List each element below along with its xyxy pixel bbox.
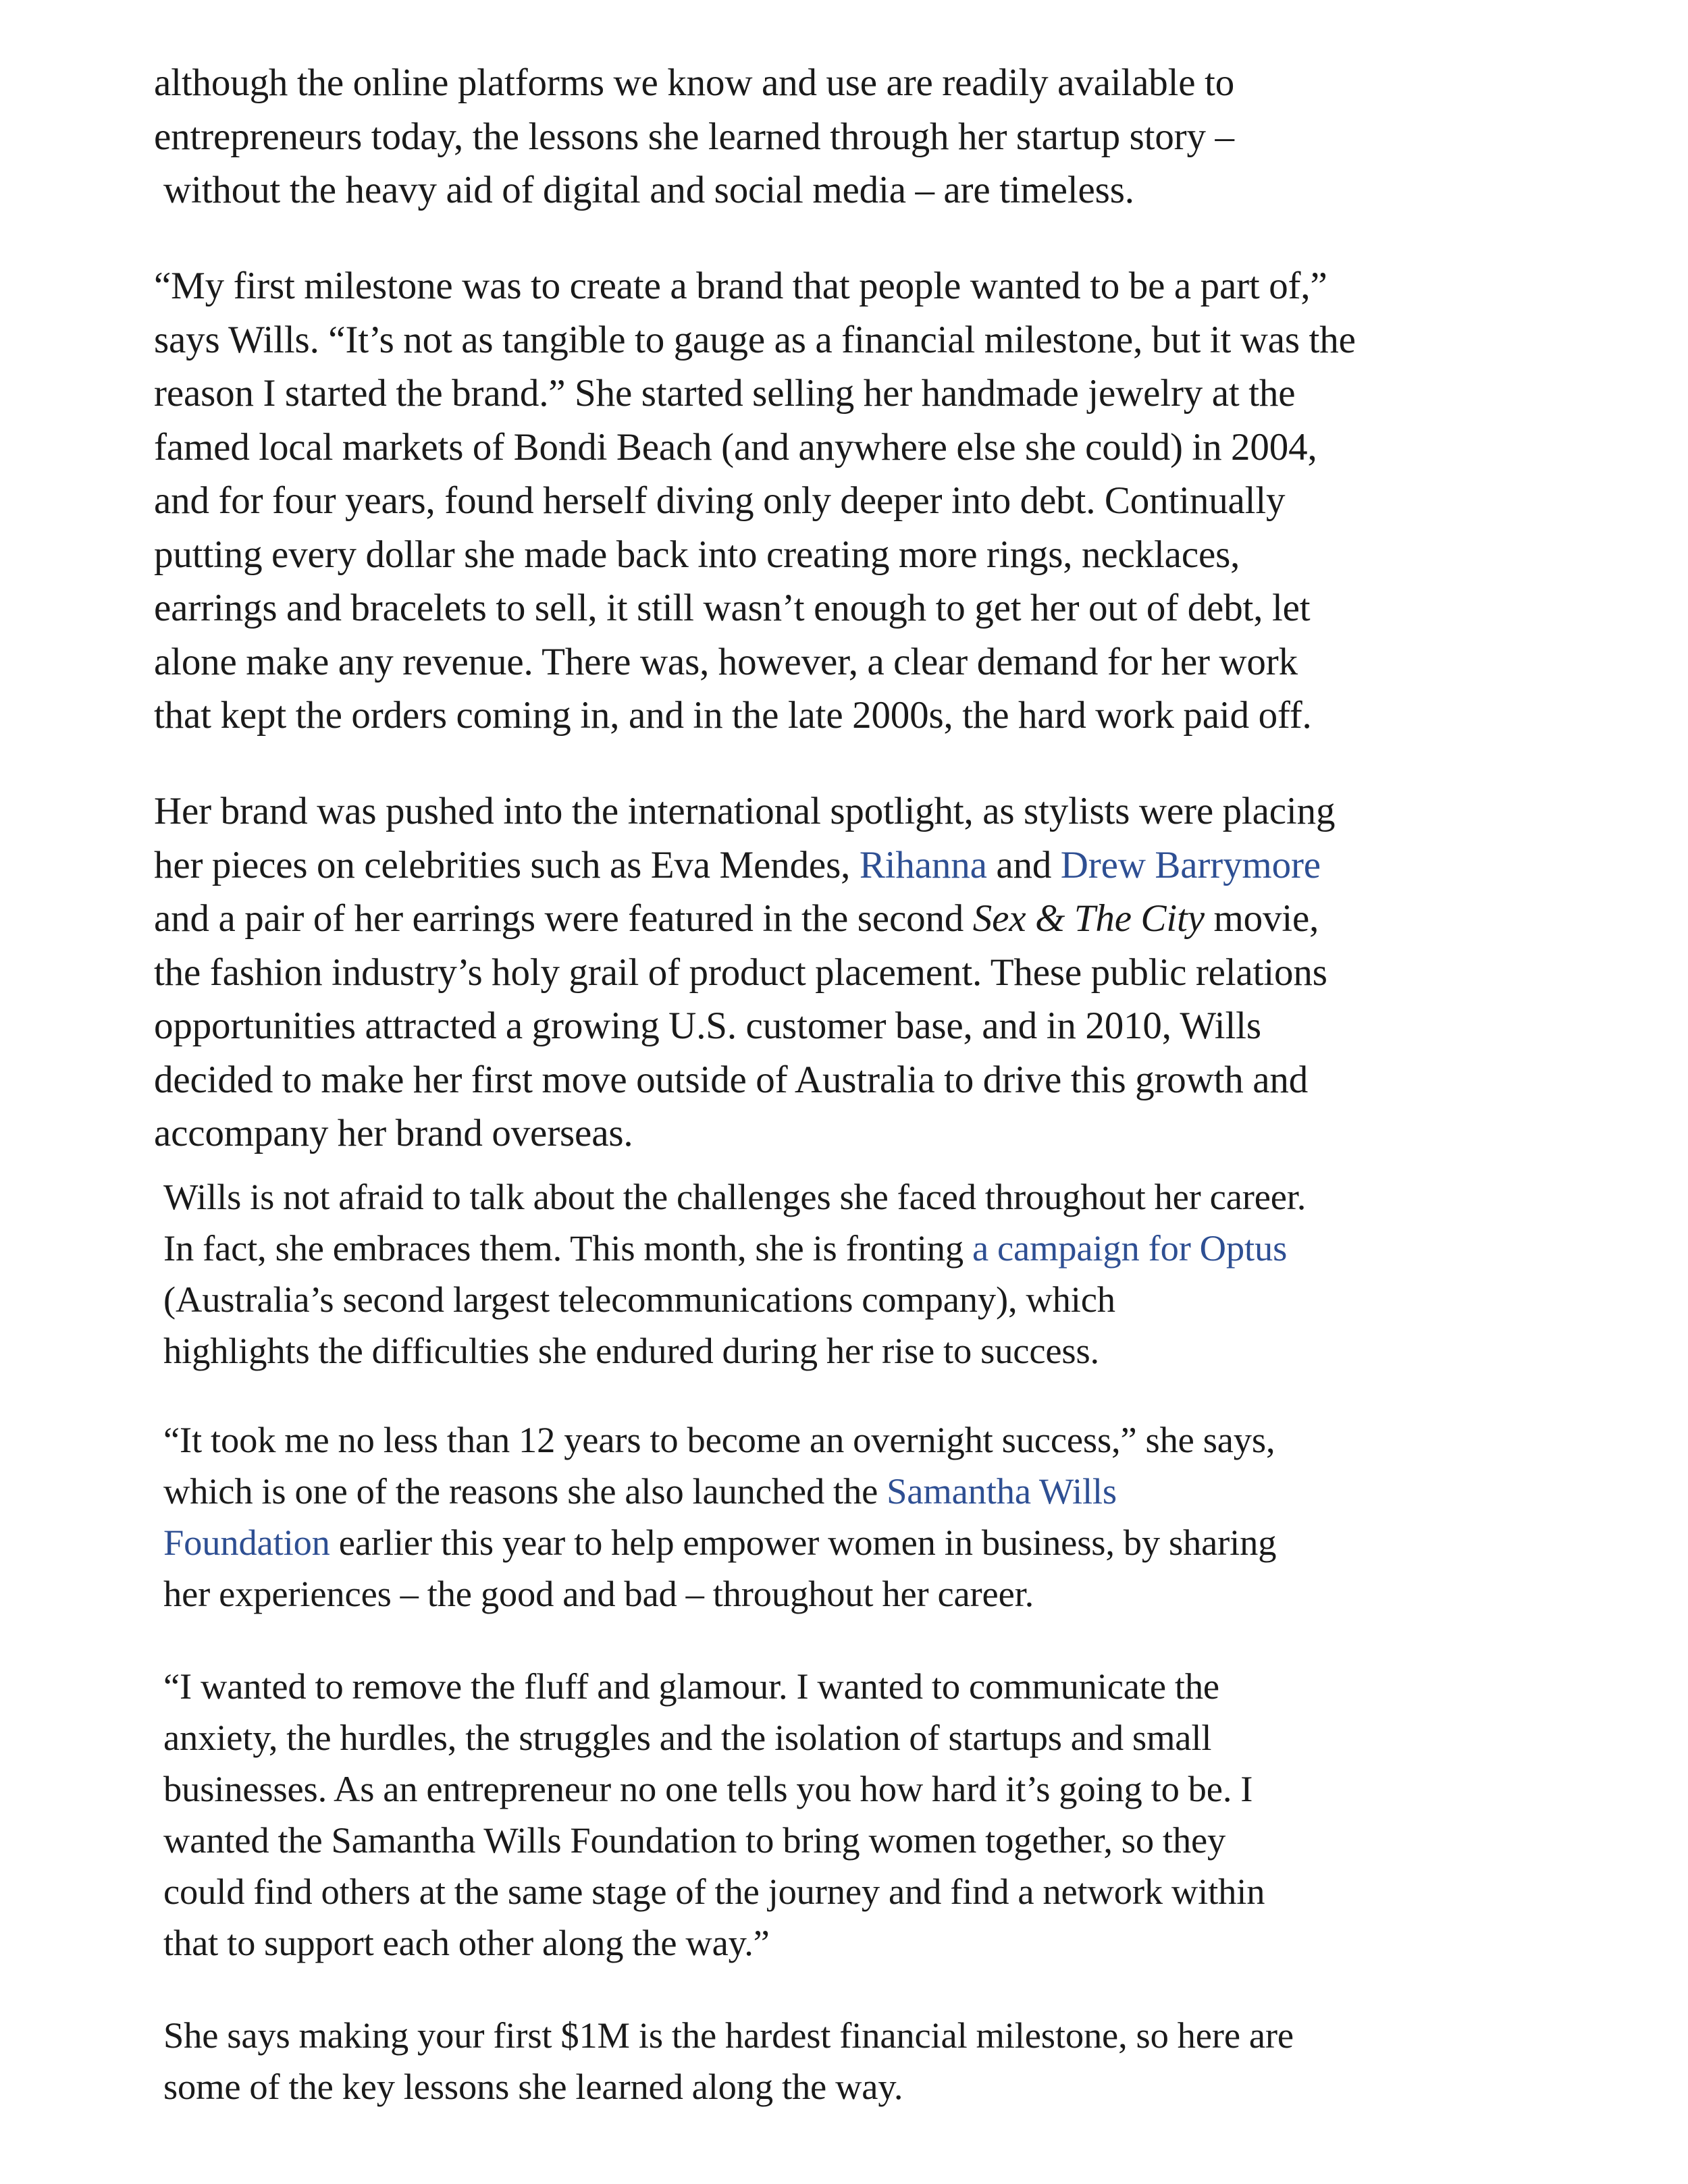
paragraph-7 <box>163 2010 1294 2112</box>
text-line: Her brand was pushed into the international spotlight, as stylists were placing <box>154 790 1336 832</box>
text-segment: which is one of the reasons she also launched the <box>163 1470 887 1512</box>
text-line: “I wanted to remove the fluff and glamour. I wanted to communicate the <box>163 1666 1219 1707</box>
text-line <box>163 1517 1276 1568</box>
text-line: that kept the orders coming in, and in the late 2000s, the hard work paid off. <box>154 694 1312 737</box>
paragraph-5 <box>163 1414 1276 1620</box>
text-line: “It took me no less than 12 years to become an overnight success,” she says, <box>163 1419 1275 1460</box>
text-line: decided to make her first move outside of Australia to drive this growth and <box>154 1058 1309 1101</box>
text-line: without the heavy aid of digital and social media – are timeless. <box>163 169 1134 211</box>
text-line: reason I started the brand.” She started selling her handmade jewelry at the <box>154 372 1296 415</box>
text-line <box>163 1466 1276 1517</box>
text-line: her experiences – the good and bad – throughout her career. <box>163 1573 1034 1614</box>
text-line: wanted the Samantha Wills Foundation to bring women together, so they <box>163 1819 1226 1861</box>
text-line: She says making your first $1M is the hardest financial milestone, so here are <box>163 2015 1294 2056</box>
text-line: alone make any revenue. There was, however, a clear demand for her work <box>154 640 1298 683</box>
text-line: “My first milestone was to create a brand that people wanted to be a part of,” <box>154 265 1327 307</box>
text-line: entrepreneurs today, the lessons she learned through her startup story – <box>154 115 1234 158</box>
text-line: could find others at the same stage of the journey and find a network within <box>163 1871 1265 1912</box>
text-line: that to support each other along the way.” <box>163 1922 770 1963</box>
link-drew-barrymore[interactable]: Drew Barrymore <box>1060 843 1321 886</box>
text-line <box>154 838 1335 893</box>
text-line: accompany her brand overseas. <box>154 1112 633 1154</box>
text-line: businesses. As an entrepreneur no one tells you how hard it’s going to be. I <box>163 1768 1253 1809</box>
paragraph-4 <box>163 1171 1306 1377</box>
text-line: says Wills. “It’s not as tangible to gauge as a financial milestone, but it was the <box>154 318 1356 361</box>
paragraph-6 <box>163 1661 1265 1969</box>
text-segment: movie, <box>1204 897 1319 940</box>
text-line: anxiety, the hurdles, the struggles and the isolation of startups and small <box>163 1717 1212 1758</box>
text-line <box>163 1223 1306 1274</box>
text-line: highlights the difficulties she endured during her rise to success. <box>163 1330 1100 1371</box>
text-line: the fashion industry’s holy grail of product placement. These public relations <box>154 951 1327 994</box>
paragraph-1 <box>154 56 1234 217</box>
text-line: famed local markets of Bondi Beach (and anywhere else she could) in 2004, <box>154 425 1317 469</box>
link-rihanna[interactable]: Rihanna <box>859 843 987 886</box>
movie-title: Sex & The City <box>972 897 1205 940</box>
link-optus-campaign[interactable]: a campaign for Optus <box>972 1227 1288 1269</box>
link-samantha-wills-foundation[interactable]: Foundation <box>163 1522 330 1563</box>
text-segment: and <box>986 843 1061 886</box>
text-line: Wills is not afraid to talk about the challenges she faced throughout her career. <box>163 1176 1307 1217</box>
text-segment: and a pair of her earrings were featured in the second <box>154 897 973 940</box>
text-line: opportunities attracted a growing U.S. customer base, and in 2010, Wills <box>154 1005 1261 1047</box>
text-line: although the online platforms we know and use are readily available to <box>154 61 1235 104</box>
text-segment: In fact, she embraces them. This month, she is fronting <box>163 1227 972 1269</box>
link-samantha-wills-foundation[interactable]: Samantha Wills <box>887 1470 1117 1512</box>
text-line: and for four years, found herself diving only deeper into debt. Continually <box>154 479 1286 522</box>
text-line: (Australia’s second largest telecommunications company), which <box>163 1279 1115 1320</box>
text-segment: earlier this year to help empower women in business, by sharing <box>329 1522 1277 1563</box>
paragraph-3 <box>154 784 1335 1161</box>
text-line: earrings and bracelets to sell, it still wasn’t enough to get her out of debt, let <box>154 587 1311 629</box>
text-line: putting every dollar she made back into creating more rings, necklaces, <box>154 533 1240 576</box>
paragraph-2 <box>154 259 1356 743</box>
text-line: some of the key lessons she learned along the way. <box>163 2066 903 2107</box>
text-segment: her pieces on celebrities such as Eva Mendes, <box>154 843 860 886</box>
text-line <box>154 892 1335 946</box>
